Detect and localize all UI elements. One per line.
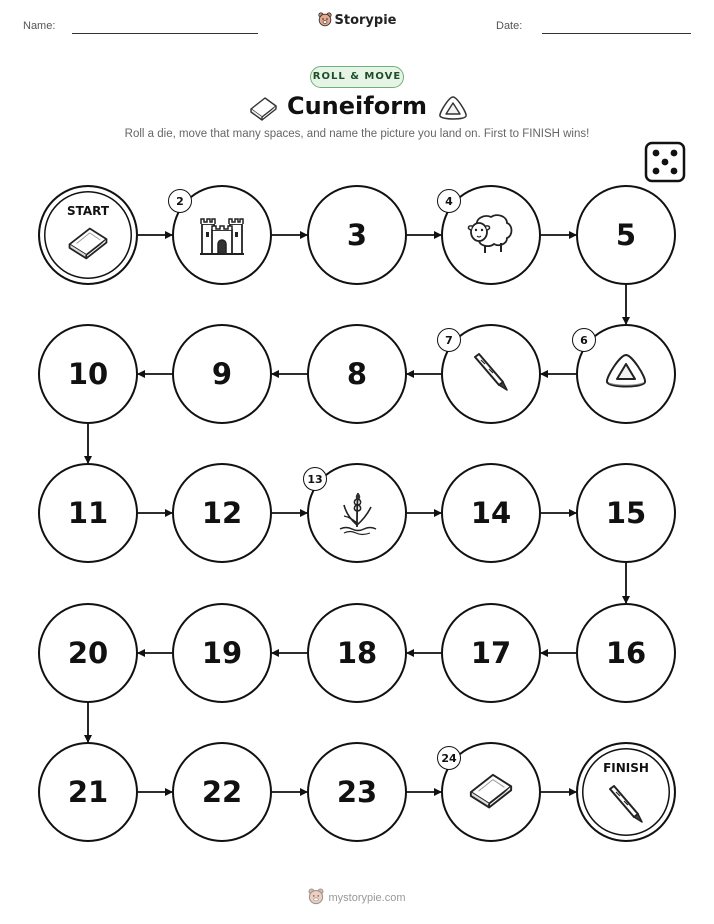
board-space-4: [441, 185, 541, 285]
space-number-tag: 24: [437, 746, 461, 770]
board-space-8: [307, 324, 407, 424]
space-number: 15: [605, 496, 647, 530]
space-number: 22: [201, 775, 243, 809]
board-space-15: [576, 463, 676, 563]
sheep-icon: [465, 210, 517, 260]
board-space-20: [38, 603, 138, 703]
board-space-13: [307, 463, 407, 563]
space-number-tag: 7: [437, 328, 461, 352]
space-number-tag: 4: [437, 189, 461, 213]
board-space-3: [307, 185, 407, 285]
space-number: 12: [201, 496, 243, 530]
footer: [0, 888, 714, 908]
board-space-6: [576, 324, 676, 424]
space-number-tag: 13: [303, 467, 327, 491]
board-space-11: [38, 463, 138, 563]
board-space-10: [38, 324, 138, 424]
clay-token-icon: [603, 352, 649, 396]
space-number: 18: [336, 636, 378, 670]
page-title: Cuneiform: [286, 92, 428, 120]
board-space-18: [307, 603, 407, 703]
board-space-2: [172, 185, 272, 285]
space-number-tag: 2: [168, 189, 192, 213]
space-number: 14: [470, 496, 512, 530]
space-number: 10: [67, 357, 109, 391]
board-space-12: [172, 463, 272, 563]
space-number-tag: 6: [572, 328, 596, 352]
board-space-14: [441, 463, 541, 563]
footer-url[interactable]: mystorypie.com: [328, 892, 406, 904]
board-space-23: [307, 742, 407, 842]
date-label: Date:: [496, 20, 523, 32]
space-number: 11: [67, 496, 109, 530]
name-label: Name:: [23, 20, 56, 32]
finish-label: FINISH: [603, 761, 649, 775]
clay-tablet-icon: [467, 771, 515, 813]
space-number: 23: [336, 775, 378, 809]
space-number: 16: [605, 636, 647, 670]
reed-stylus-icon: [604, 782, 648, 830]
space-number: 8: [346, 357, 368, 391]
clay-tablet-icon: [66, 225, 110, 264]
space-number: 5: [615, 218, 637, 252]
brand-name: Storypie: [334, 13, 397, 28]
space-number: 20: [67, 636, 109, 670]
board-space-16: [576, 603, 676, 703]
space-number: 19: [201, 636, 243, 670]
board-space-9: [172, 324, 272, 424]
start-space: [38, 185, 138, 285]
roll-and-move-badge: ROLL & MOVE: [310, 66, 404, 88]
finish-space: [576, 742, 676, 842]
board-space-17: [441, 603, 541, 703]
barley-icon: [332, 485, 382, 541]
board-space-5: [576, 185, 676, 285]
castle-icon: [196, 208, 248, 262]
instructions-text: Roll a die, move that many spaces, and name the picture you land on. First to FINISH wins!: [124, 128, 590, 140]
board-space-7: [441, 324, 541, 424]
space-number: 17: [470, 636, 512, 670]
space-number: 9: [211, 357, 233, 391]
space-number: 3: [346, 218, 368, 252]
board-space-21: [38, 742, 138, 842]
space-number: 21: [67, 775, 109, 809]
storypie-bear-icon: [308, 888, 324, 908]
reed-stylus-icon: [469, 350, 513, 398]
board-space-22: [172, 742, 272, 842]
start-label: START: [66, 204, 110, 218]
board-space-24: [441, 742, 541, 842]
board-space-19: [172, 603, 272, 703]
